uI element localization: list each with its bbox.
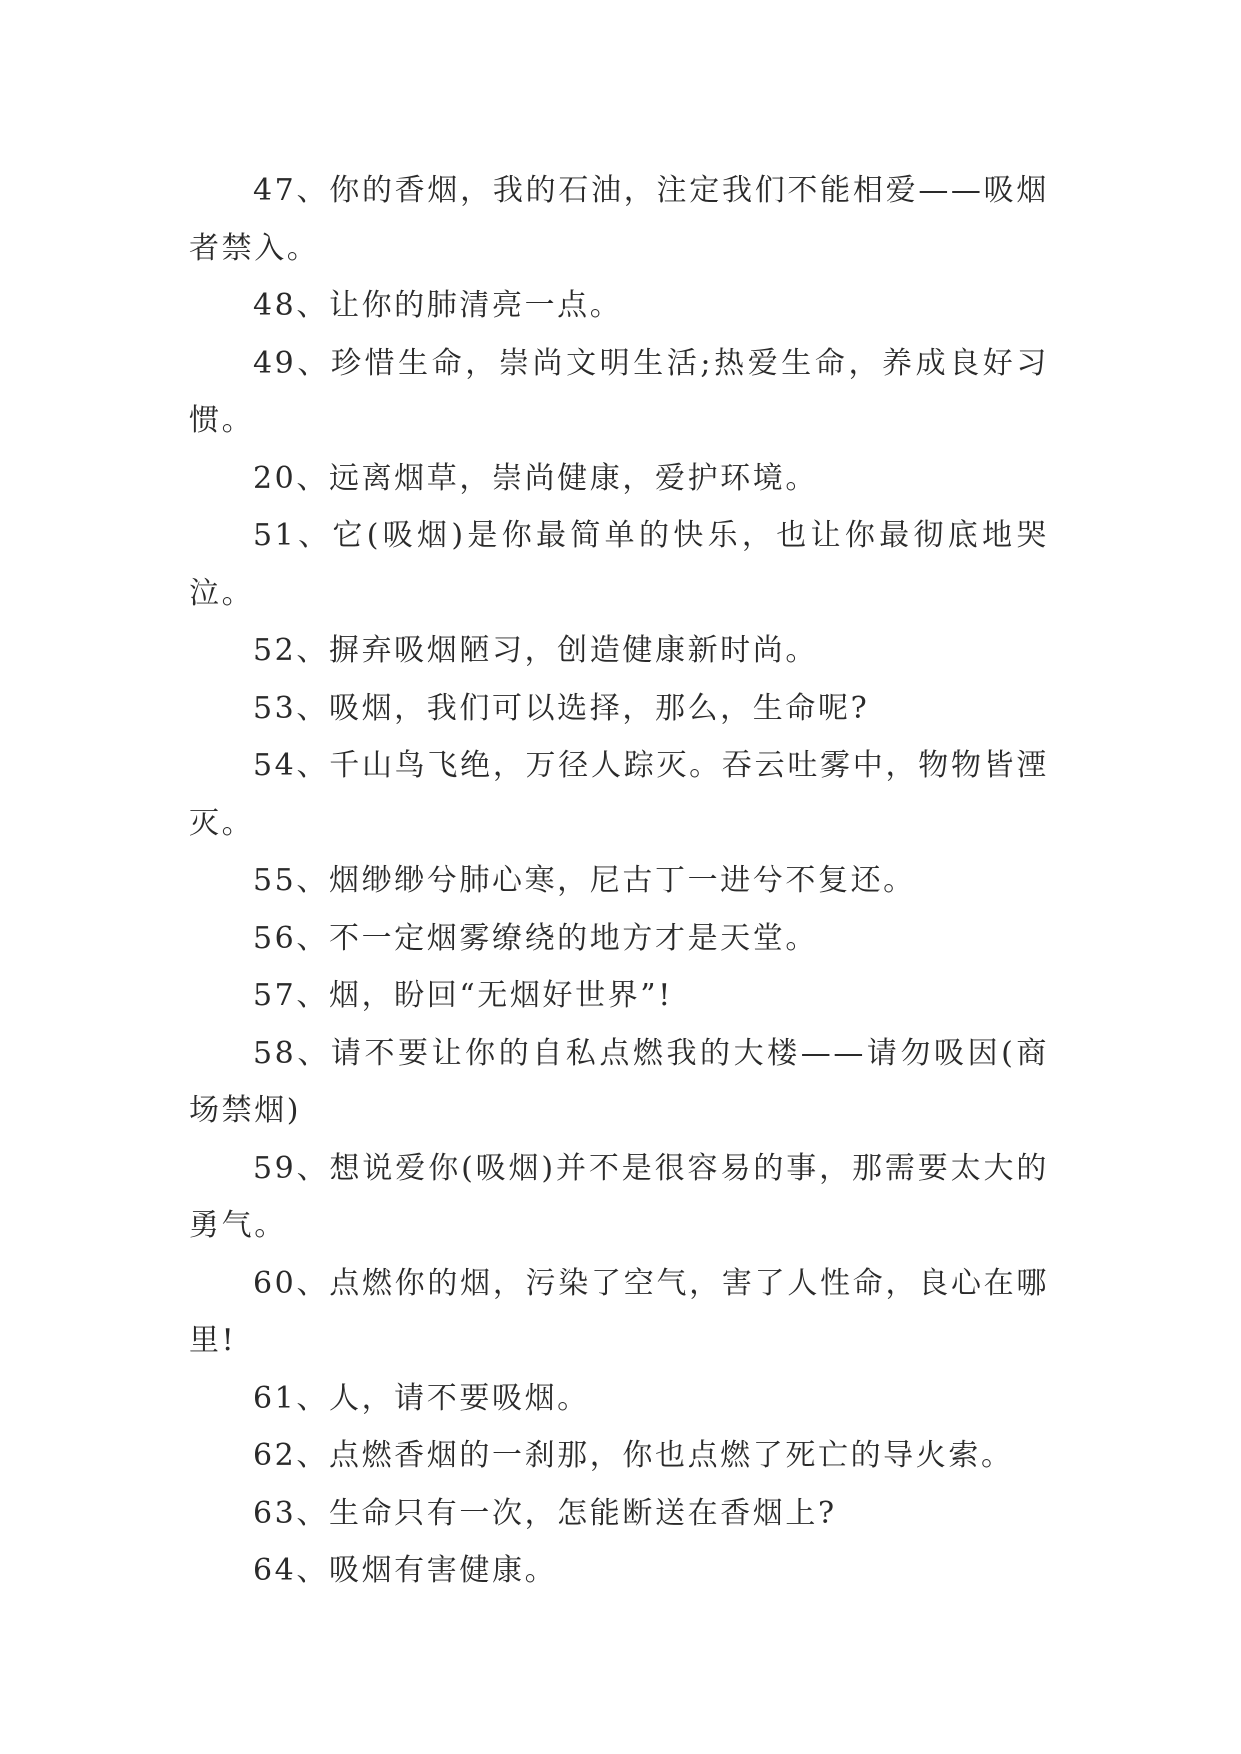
slogan-paragraph: 56、不一定烟雾缭绕的地方才是天堂。 bbox=[253, 920, 818, 956]
slogan-paragraph: 52、摒弃吸烟陋习，创造健康新时尚。 bbox=[253, 633, 818, 668]
slogan-paragraph: 48、让你的肺清亮一点。 bbox=[253, 288, 623, 323]
slogan-paragraph: 54、千山鸟飞绝，万径人踪灭。吞云吐雾中，物物皆湮灭。 bbox=[189, 748, 1049, 841]
slogan-paragraph: 51、它(吸烟)是你最简单的快乐，也让你最彻底地哭泣。 bbox=[189, 518, 1049, 611]
slogan-paragraph: 57、烟，盼回“无烟好世界”! bbox=[253, 978, 673, 1013]
slogan-paragraph: 47、你的香烟，我的石油，注定我们不能相爱——吸烟者禁入。 bbox=[189, 173, 1049, 266]
slogan-paragraph: 58、请不要让你的自私点燃我的大楼——请勿吸因(商场禁烟) bbox=[189, 1035, 1049, 1128]
slogan-paragraph: 55、烟缈缈兮肺心寒，尼古丁一进兮不复还。 bbox=[253, 863, 916, 898]
slogan-paragraph: 59、想说爱你(吸烟)并不是很容易的事，那需要太大的勇气。 bbox=[189, 1150, 1049, 1243]
slogan-paragraph: 60、点燃你的烟，污染了空气，害了人性命，良心在哪里! bbox=[189, 1265, 1049, 1358]
slogan-paragraph: 53、吸烟，我们可以选择，那么，生命呢? bbox=[253, 690, 870, 726]
slogan-paragraph: 64、吸烟有害健康。 bbox=[253, 1553, 558, 1588]
slogan-paragraph: 62、点燃香烟的一刹那，你也点燃了死亡的导火索。 bbox=[253, 1438, 1014, 1473]
slogan-paragraph: 49、珍惜生命，崇尚文明生活;热爱生命，养成良好习惯。 bbox=[189, 345, 1049, 438]
slogan-paragraph: 63、生命只有一次，怎能断送在香烟上? bbox=[253, 1495, 837, 1531]
document-body bbox=[189, 162, 1049, 1600]
slogan-paragraph: 20、远离烟草，崇尚健康，爱护环境。 bbox=[253, 460, 818, 496]
slogan-paragraph: 61、人，请不要吸烟。 bbox=[253, 1380, 590, 1416]
